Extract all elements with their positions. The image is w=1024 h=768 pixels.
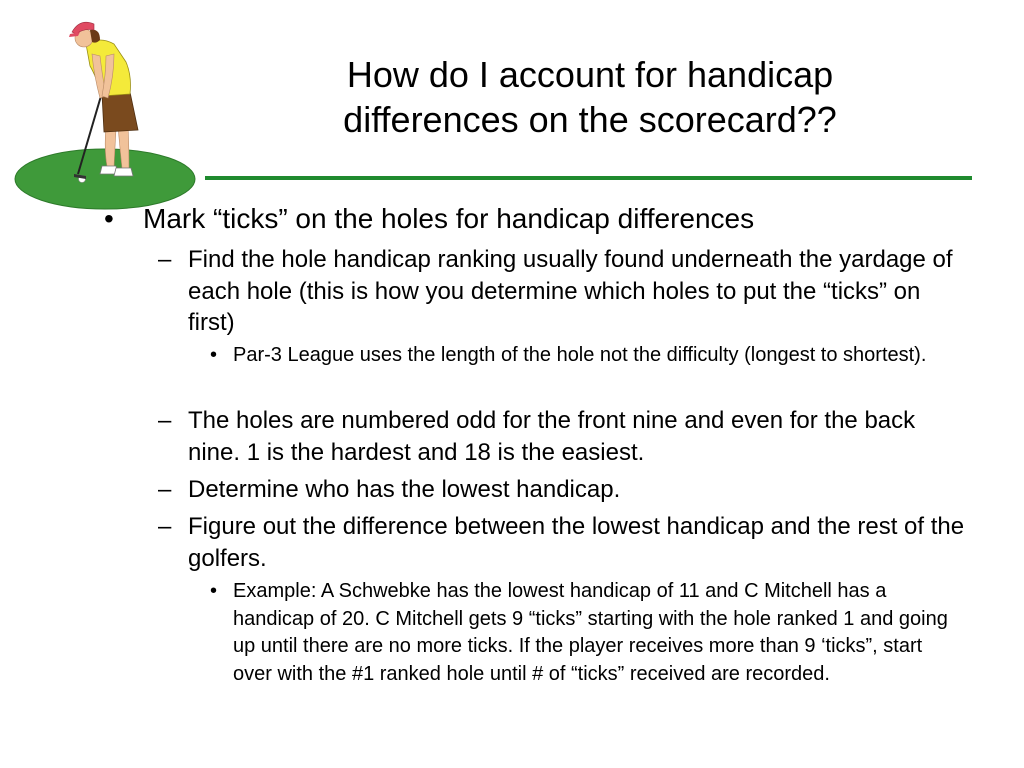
sub-bullet-difference: Figure out the difference between the lowest handicap and the rest of the golfers. xyxy=(188,513,965,572)
title-line-2: differences on the scorecard?? xyxy=(343,99,837,140)
dash-marker: – xyxy=(158,407,172,434)
sub-bullet-hole-ranking: Find the hole handicap ranking usually found underneath the yardage of each hole (this is how you determine which holes to put the “ticks” on first) xyxy=(188,246,953,336)
bullet-mark-ticks: Mark “ticks” on the holes for handicap differences xyxy=(143,203,755,234)
bullet-marker: • xyxy=(210,344,218,366)
bullet-marker: • xyxy=(210,580,218,602)
dash-marker: – xyxy=(158,513,172,540)
title-line-1: How do I account for handicap xyxy=(346,54,834,95)
dash-marker: – xyxy=(158,476,172,503)
sub-bullet-hole-numbering: The holes are numbered odd for the front nine and even for the back nine. 1 is the hardest and 18 is the easiest. xyxy=(188,407,916,466)
sub-bullet-lowest-handicap: Determine who has the lowest handicap. xyxy=(188,476,621,503)
sub-sub-bullet-par3: Par-3 League uses the length of the hole not the difficulty (longest to shortest). xyxy=(233,344,927,366)
sub-sub-bullet-example: Example: A Schwebke has the lowest handicap of 11 and C Mitchell has a handicap of 20. C Mitchell gets 9 “ticks” starting with the hole ranked 1 and going up until there are no more ticks. If the player receives more than 9 ‘ticks”, start over with the #1 ranked hole until # of “ticks” received are recorded. xyxy=(233,580,948,685)
bullet-marker: • xyxy=(104,203,114,234)
dash-marker: – xyxy=(158,246,172,273)
